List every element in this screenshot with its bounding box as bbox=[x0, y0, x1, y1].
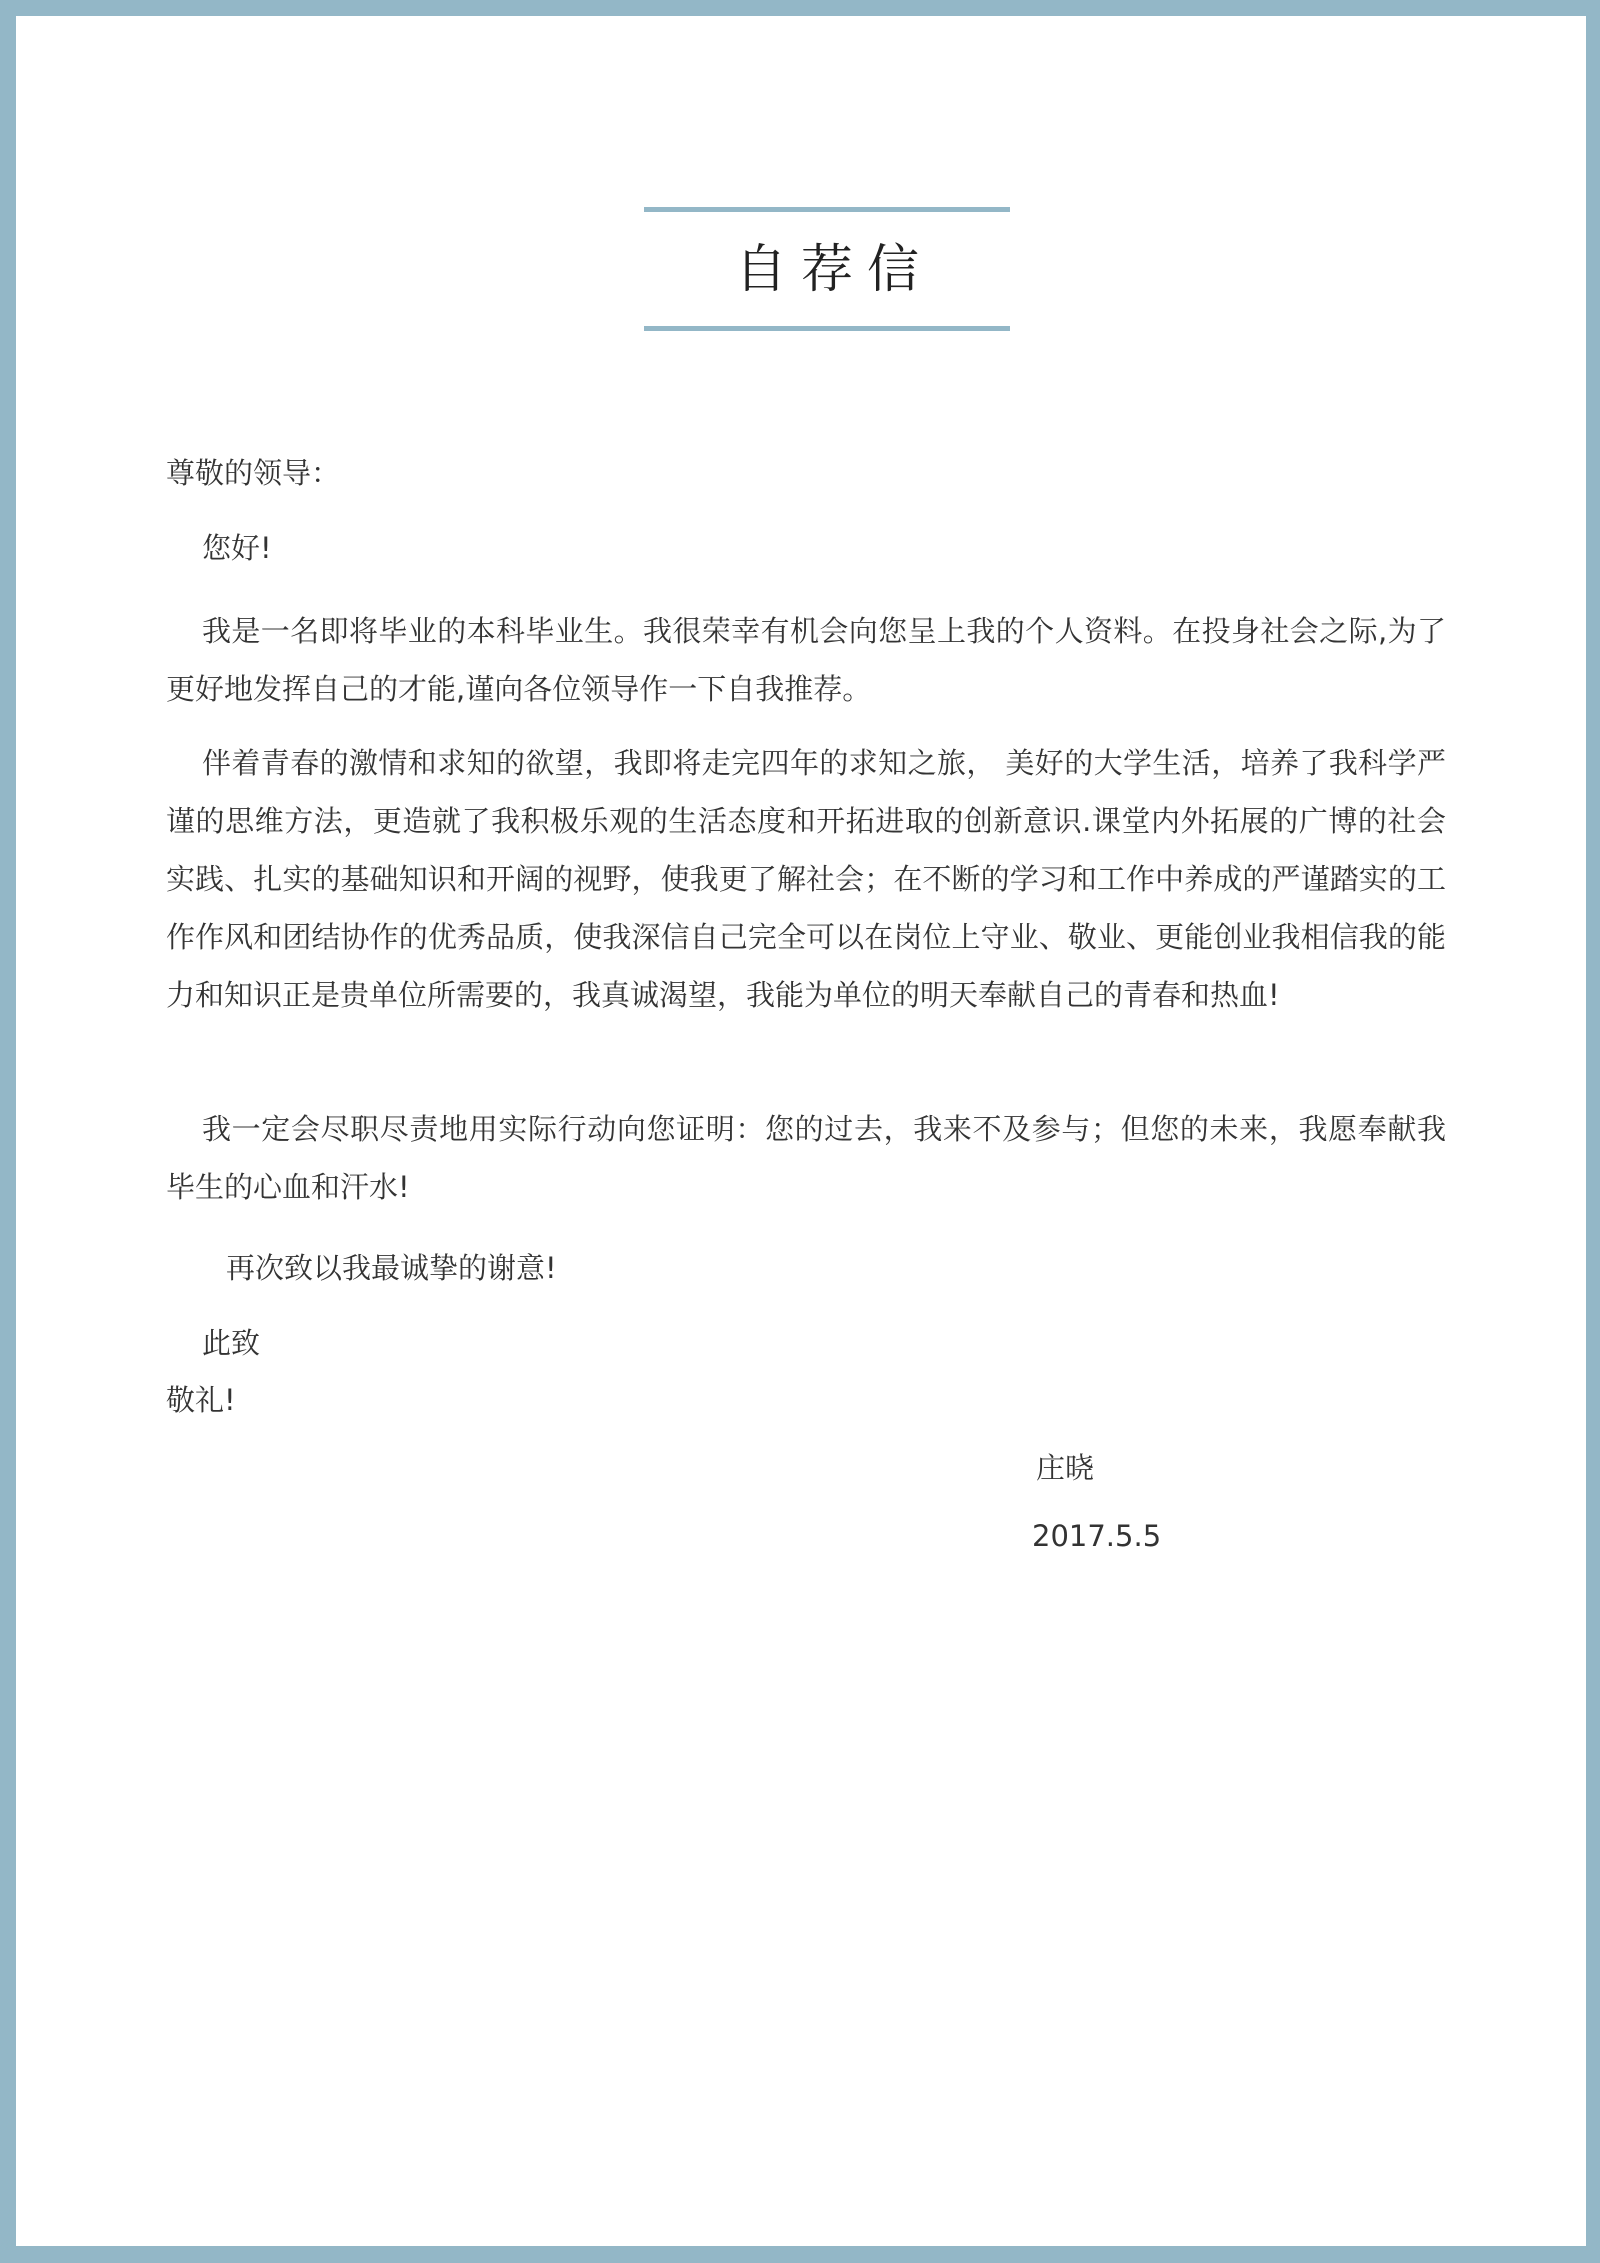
closing-jingli: 敬礼! bbox=[166, 1383, 236, 1417]
title-top-rule bbox=[644, 207, 1010, 212]
signature-name: 庄晓 bbox=[1036, 1451, 1095, 1485]
title-block bbox=[644, 207, 1010, 331]
paragraph-intro: 我是一名即将毕业的本科毕业生。我很荣幸有机会向您呈上我的个人资料。在投身社会之际,为了更好地发挥自己的才能,谨向各位领导作一下自我推荐。 bbox=[166, 614, 1446, 706]
page-title: 自荐信 bbox=[734, 240, 933, 300]
thanks-line: 再次致以我最诚挚的谢意! bbox=[226, 1251, 557, 1285]
closing-cizhi: 此致 bbox=[202, 1326, 261, 1360]
paragraph-experience: 伴着青春的激情和求知的欲望，我即将走完四年的求知之旅， 美好的大学生活，培养了我科学严谨的思维方法，更造就了我积极乐观的生活态度和开拓进取的创新意识.课堂内外拓展的广博的社会实践、扎实的基础知识和开阔的视野，使我更了解社会；在不断的学习和工作中养成的严谨踏实的工作作风和团结协作的优秀品质，使我深信自己完全可以在岗位上守业、敬业、更能创业我相信我的能力和知识正是贵单位所需要的，我真诚渴望，我能为单位的明天奉献自己的青春和热血! bbox=[166, 746, 1446, 1012]
salutation: 尊敬的领导： bbox=[166, 456, 341, 490]
letter-page bbox=[16, 16, 1586, 2246]
greeting: 您好! bbox=[202, 531, 272, 565]
title-bottom-rule bbox=[644, 326, 1010, 331]
letter-date: 2017.5.5 bbox=[1032, 1519, 1162, 1553]
paragraph-commitment: 我一定会尽职尽责地用实际行动向您证明：您的过去，我来不及参与；但您的未来，我愿奉献我毕生的心血和汗水! bbox=[166, 1112, 1446, 1204]
